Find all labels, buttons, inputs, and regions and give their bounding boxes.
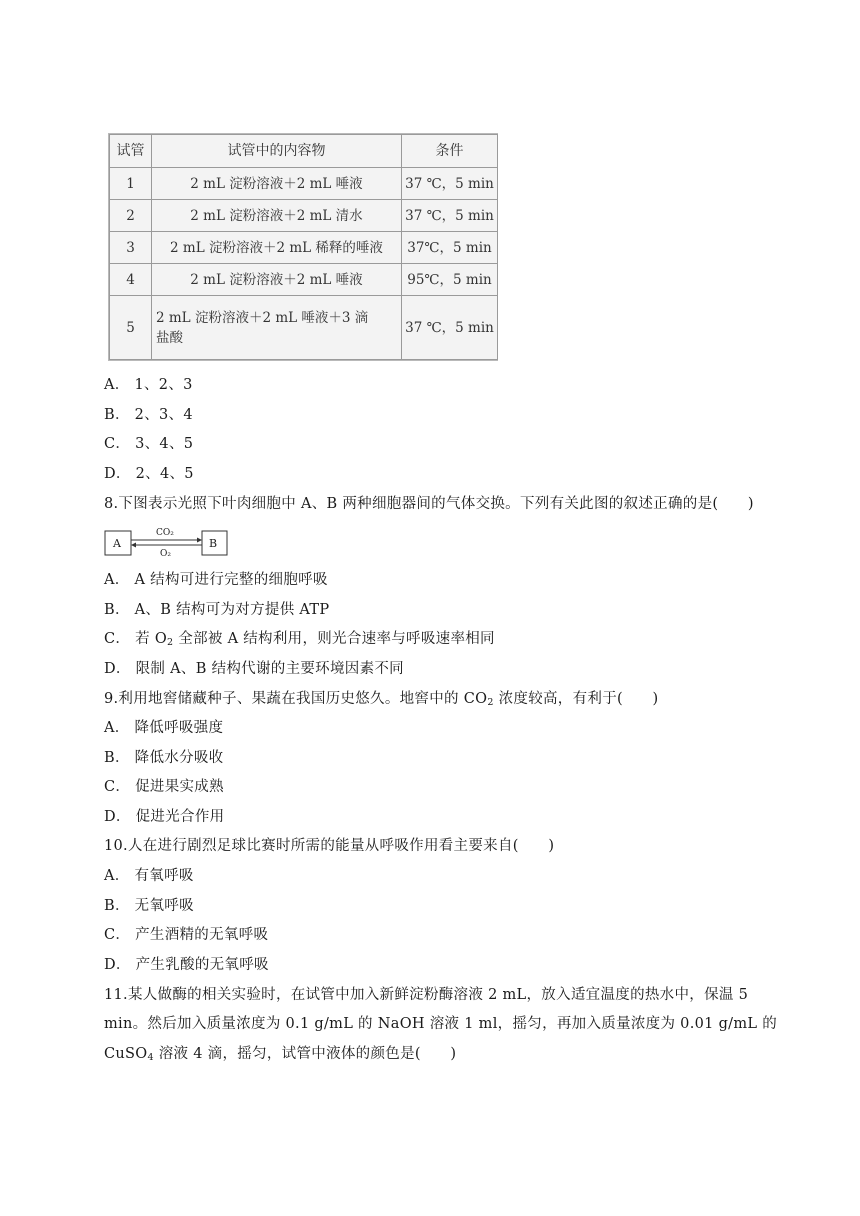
q7-option-d: D． 2、4、5 — [104, 466, 194, 482]
header-content: 试管中的内容物 — [152, 135, 402, 168]
q10-stem: 10.人在进行剧烈足球比赛时所需的能量从呼吸作用看主要来自( ) — [104, 838, 555, 854]
cell-tube: 4 — [110, 264, 152, 296]
q10-option-b: B． 无氧呼吸 — [104, 898, 194, 914]
cell-content: 2 mL 淀粉溶液＋2 mL 清水 — [152, 200, 402, 232]
cell-content — [152, 296, 402, 360]
cell-content: 2 mL 淀粉溶液＋2 mL 唾液 — [152, 168, 402, 200]
header-condition: 条件 — [402, 135, 498, 168]
cell-content-line1: 2 mL 淀粉溶液＋2 mL 唾液＋3 滴 — [156, 309, 369, 326]
cell-condition: 37 ℃，5 min — [402, 296, 498, 360]
q9-stem — [104, 689, 659, 709]
table-header-row — [110, 135, 498, 168]
cell-content: 2 mL 淀粉溶液＋2 mL 唾液 — [152, 264, 402, 296]
experiment-table-image — [108, 133, 498, 361]
table-row — [110, 264, 498, 296]
q11-line3-pre: CuSO — [104, 1046, 148, 1062]
q8-option-c — [104, 629, 495, 649]
cell-tube: 1 — [110, 168, 152, 200]
cell-content: 2 mL 淀粉溶液＋2 mL 稀释的唾液 — [152, 232, 402, 264]
q11-line3-post: 溶液 4 滴，摇匀，试管中液体的颜色是( ) — [153, 1046, 457, 1062]
cell-tube: 3 — [110, 232, 152, 264]
o2-label: O₂ — [160, 549, 171, 559]
organelle-b-label: B — [209, 537, 218, 550]
q10-option-d: D． 产生乳酸的无氧呼吸 — [104, 957, 269, 973]
cell-condition: 95℃，5 min — [402, 264, 498, 296]
q11-line3 — [104, 1044, 456, 1064]
q8-option-b: B． A、B 结构可为对方提供 ATP — [104, 602, 330, 618]
q8-option-d: D． 限制 A、B 结构代谢的主要环境因素不同 — [104, 661, 404, 677]
cell-tube: 2 — [110, 200, 152, 232]
header-tube: 试管 — [110, 135, 152, 168]
q9-option-c: C． 促进果实成熟 — [104, 779, 224, 795]
q10-option-a: A． 有氧呼吸 — [104, 868, 194, 884]
co2-label: CO₂ — [156, 528, 174, 538]
q9-option-b: B． 降低水分吸收 — [104, 750, 224, 766]
table-row — [110, 200, 498, 232]
organelle-gas-exchange-diagram — [104, 525, 228, 559]
table-row — [110, 296, 498, 360]
q8-option-c-post: 全部被 A 结构利用，则光合速率与呼吸速率相同 — [173, 631, 495, 647]
q8-stem: 8.下图表示光照下叶肉细胞中 A、B 两种细胞器间的气体交换。下列有关此图的叙述正确的是( ) — [104, 496, 754, 512]
q9-option-d: D． 促进光合作用 — [104, 809, 225, 825]
q7-option-c: C． 3、4、5 — [104, 436, 194, 452]
experiment-table — [109, 134, 498, 360]
q9-stem-post: 浓度较高，有利于( ) — [493, 691, 659, 707]
q7-option-b: B． 2、3、4 — [104, 407, 193, 423]
q9-option-a: A． 降低呼吸强度 — [104, 720, 224, 736]
q8-option-c-pre: C． 若 O — [104, 631, 167, 647]
cell-tube: 5 — [110, 296, 152, 360]
o2-arrow-head — [131, 543, 136, 548]
cell-content-line2: 盐酸 — [156, 329, 183, 346]
table-row — [110, 232, 498, 264]
cell-condition: 37 ℃，5 min — [402, 168, 498, 200]
q9-stem-pre: 9.利用地窖储藏种子、果蔬在我国历史悠久。地窖中的 CO — [104, 691, 488, 707]
q10-option-c: C． 产生酒精的无氧呼吸 — [104, 927, 269, 943]
q11-line2: min。然后加入质量浓度为 0.1 g/mL 的 NaOH 溶液 1 ml，摇匀，再加入质量浓度为 0.01 g/mL 的 — [104, 1016, 778, 1032]
organelle-a-label: A — [113, 537, 121, 550]
cell-condition: 37℃，5 min — [402, 232, 498, 264]
cell-condition: 37 ℃，5 min — [402, 200, 498, 232]
q8-option-c-sub: 2 — [167, 637, 174, 648]
table-row — [110, 168, 498, 200]
q8-option-a: A． A 结构可进行完整的细胞呼吸 — [104, 572, 328, 588]
co2-arrow-head — [197, 538, 202, 543]
q11-line3-sub: 4 — [147, 1052, 154, 1063]
q9-stem-sub: 2 — [487, 697, 494, 708]
q7-option-a: A． 1、2、3 — [104, 377, 193, 393]
q11-line1: 11.某人做酶的相关实验时，在试管中加入新鲜淀粉酶溶液 2 mL，放入适宜温度的热水中，保温 5 — [104, 987, 749, 1003]
